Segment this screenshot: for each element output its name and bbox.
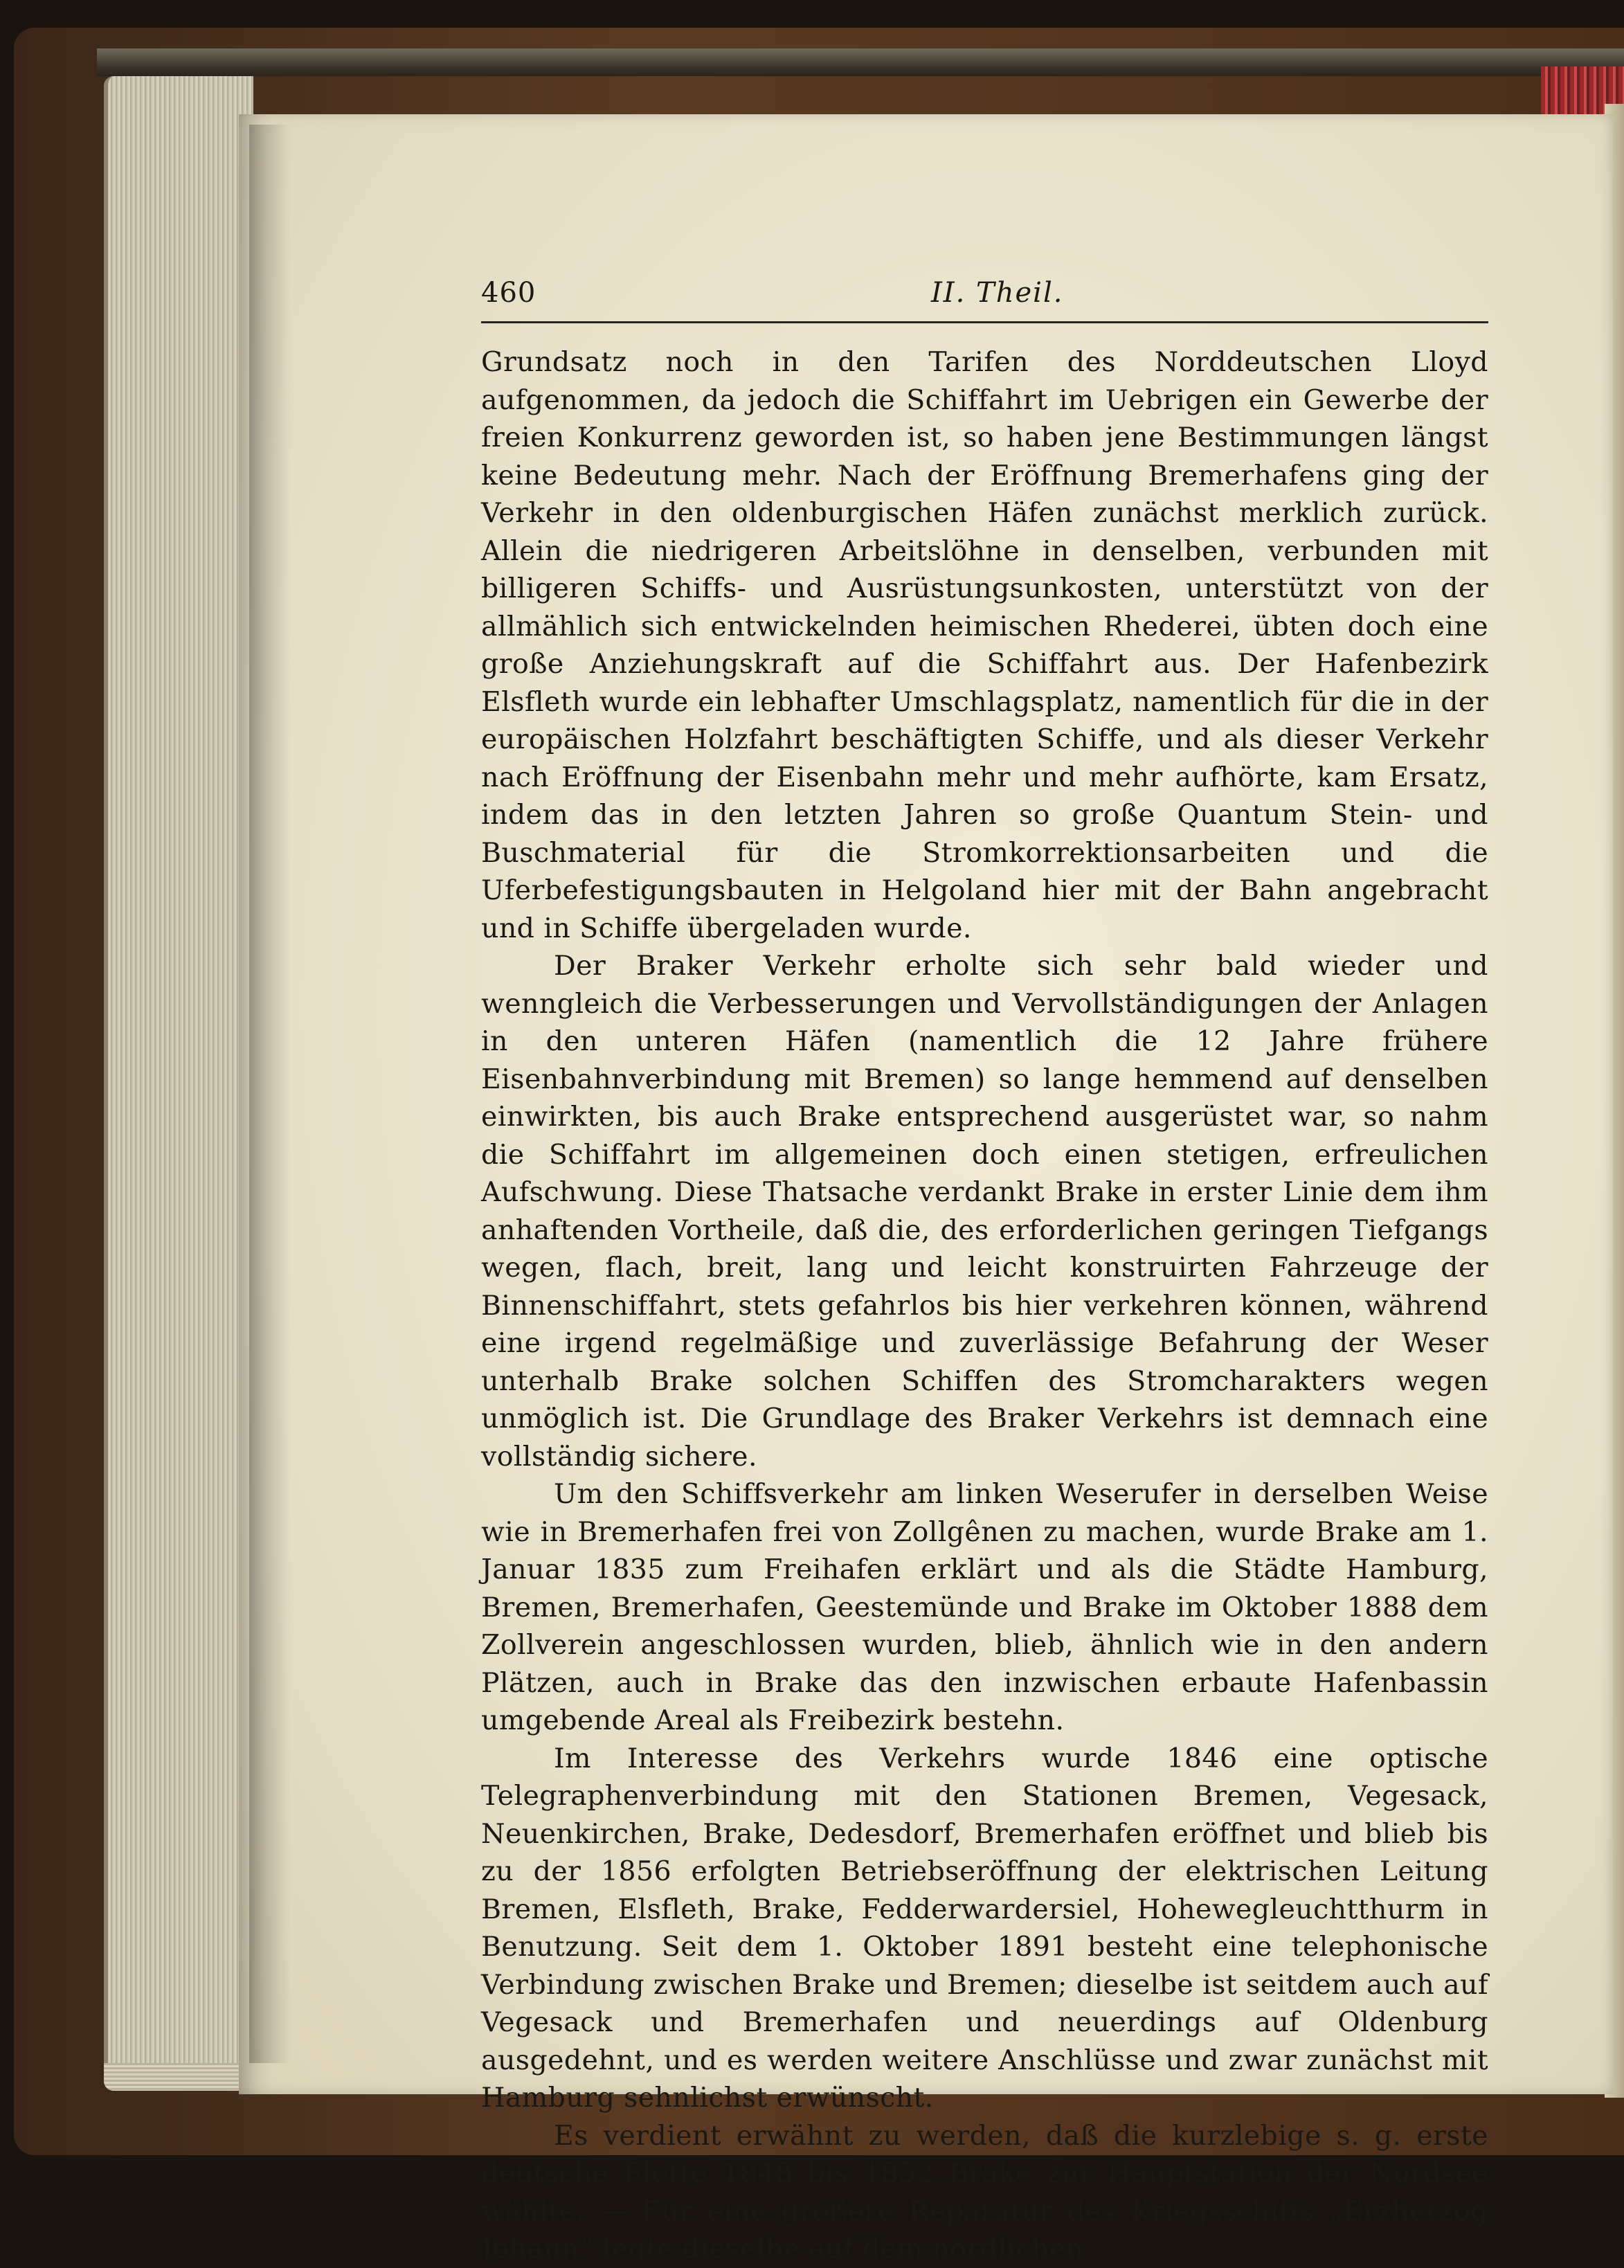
page-number: 460 <box>481 277 536 309</box>
running-head: II. Theil. <box>931 277 1064 309</box>
book-top-edge <box>97 48 1624 76</box>
paragraph-1: Grundsatz noch in den Tarifen des Norddeutschen Lloyd aufgenommen, da jedoch die Schiffahrt im Uebrigen ein Gewerbe der freien Konkurrenz geworden ist, so haben jene Bestimmungen längst keine Bedeutung mehr. Nach der Eröffnung Bremerhafens ging der Verkehr in den oldenburgischen Häfen zunächst merklich zurück. Allein die niedrigeren Arbeitslöhne in denselben, verbunden mit billigeren Schiffs- und Ausrüstungsunkosten, unterstützt von der allmählich sich entwickelnden heimischen Rhederei, übten doch eine große Anziehungskraft auf die Schiffahrt aus. Der Hafenbezirk Elsfleth wurde ein lebhafter Umschlagsplatz, namentlich für die in der europäischen Holzfahrt beschäftigten Schiffe, und als dieser Verkehr nach Eröffnung der Eisenbahn mehr und mehr aufhörte, kam Ersatz, indem das in den letzten Jahren so große Quantum Stein- und Buschmaterial für die Stromkorrektionsarbeiten und die Uferbefestigungsbauten in Helgoland hier mit der Bahn angebracht und in Schiffe übergeladen wurde. <box>481 346 1488 944</box>
gutter-shadow <box>249 125 291 2063</box>
paragraph-2: Der Braker Verkehr erholte sich sehr bald wieder und wenngleich die Verbesserungen und Vervollständigungen der Anlagen in den unteren Häfen (namentlich die 12 Jahre frühere Eisenbahnverbindung mit Bremen) so lange hemmend auf denselben einwirkten, bis auch Brake entsprechend ausgerüstet war, so nahm die Schiffahrt im allgemeinen doch einen stetigen, erfreulichen Aufschwung. Diese Thatsache verdankt Brake in erster Linie dem ihm anhaftenden Vortheile, daß die, des erforderlichen geringen Tiefgangs wegen, flach, breit, lang und leicht konstruirten Fahrzeuge der Binnenschiffahrt, stets gefahrlos bis hier verkehren können, während eine irgend regelmäßige und zuverlässige Befahrung der Weser unterhalb Brake solchen Schiffen des Stromcharakters wegen unmöglich ist. Die Grundlage des Braker Verkehrs ist demnach eine vollständig sichere. <box>481 950 1488 1473</box>
page-stack-edge <box>104 76 253 2091</box>
paragraph-5: Es verdient erwähnt zu werden, daß die kurzlebige s. g. erste deutsche Flotte 1848 bis 1852 Brake zur Hauptstation der Nordsee wählte. — Für eine größere Reparatur des Kriegsschiffs „Erzherzog Johann“ legte dieselbe auf dem nördlichen <box>481 2119 1488 2265</box>
body-text <box>481 343 1488 2268</box>
page-header <box>481 277 1488 323</box>
paragraph-3: Um den Schiffsverkehr am linken Weserufer in derselben Weise wie in Bremerhafen frei von Zollgênen zu machen, wurde Brake am 1. Januar 1835 zum Freihafen erklärt und als die Städte Hamburg, Bremen, Bremerhafen, Geestemünde und Brake im Oktober 1888 dem Zollverein angeschlossen wurden, blieb, ähnlich wie in den andern Plätzen, auch in Brake das den inzwischen erbaute Hafenbassin umgebende Areal als Freibezirk bestehn. <box>481 1478 1488 1736</box>
paragraph-4: Im Interesse des Verkehrs wurde 1846 eine optische Telegraphenverbindung mit den Stationen Bremen, Vegesack, Neuenkirchen, Brake, Dedesdorf, Bremerhafen eröffnet und blieb bis zu der 1856 erfolgten Betriebseröffnung der elektrischen Leitung Bremen, Elsfleth, Brake, Fedderwardersiel, Hohewegleuchtthurm in Benutzung. Seit dem 1. Oktober 1891 besteht eine telephonische Verbindung zwischen Brake und Bremen; dieselbe ist seitdem auch auf Vegesack und Bremerhafen und neuerdings auf Oldenburg ausgedehnt, und es werden weitere Anschlüsse und zwar zunächst mit Hamburg sehnlichst erwünscht. <box>481 1742 1488 2114</box>
